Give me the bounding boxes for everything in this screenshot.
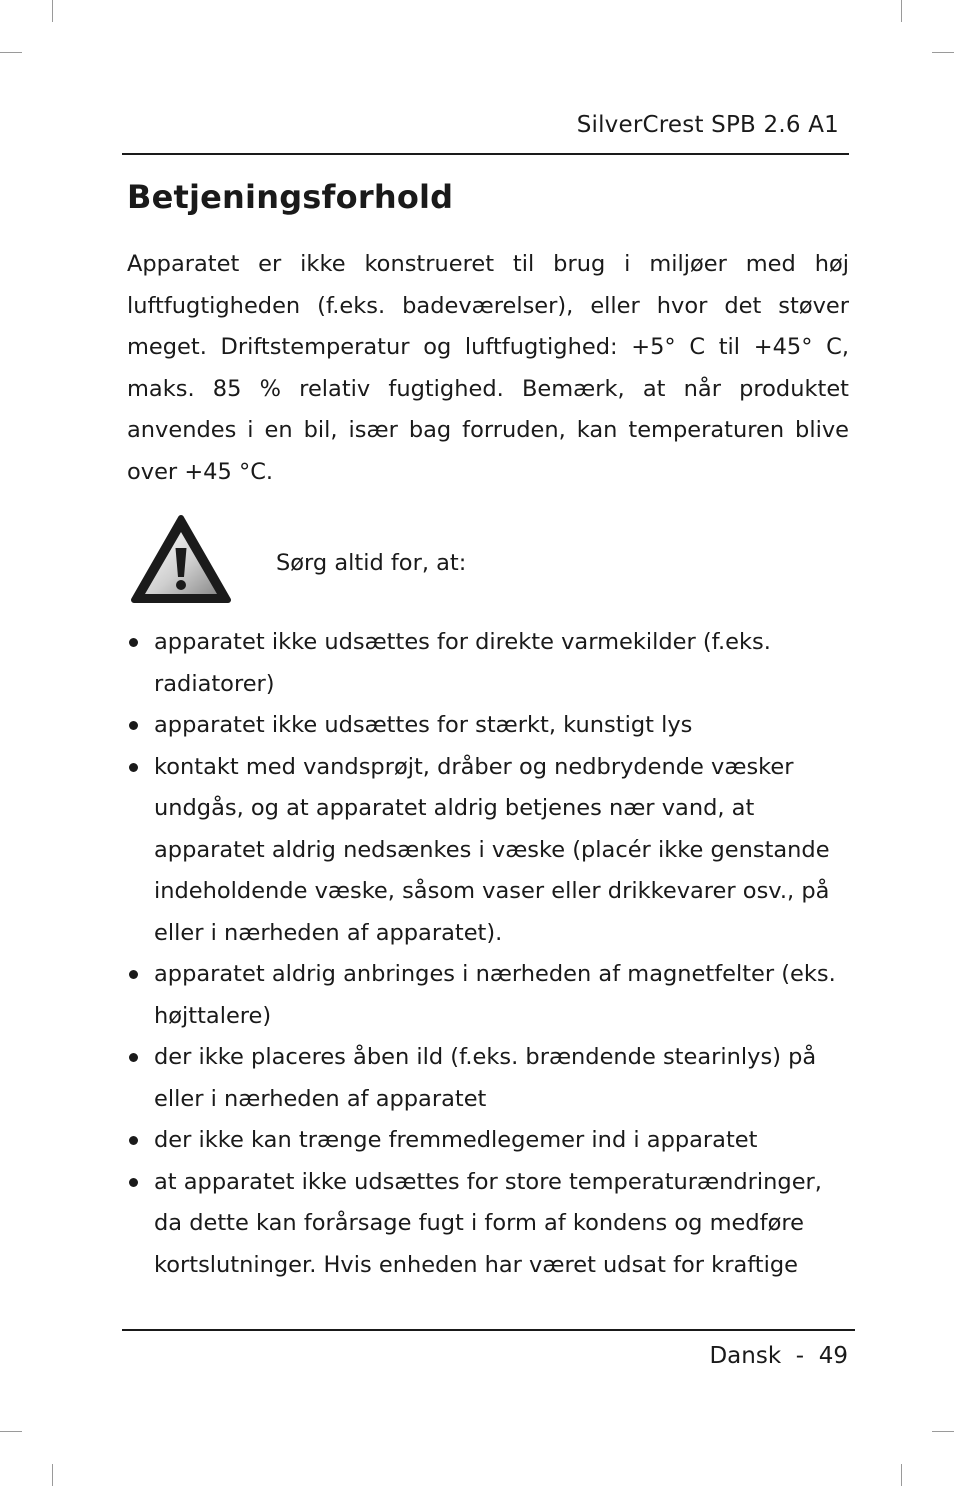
list-item-text: der ikke placeres åben ild (f.eks. brændende stearinlys) på eller i nærheden af apparatet [154,1044,817,1112]
footer-divider [122,1329,855,1331]
bullet-icon [129,763,138,772]
bullet-icon [129,1136,138,1145]
list-item-text: at apparatet ikke udsættes for store temperaturændringer, da dette kan forårsage fugt i form af kondens og medføre kortslutninger. Hvis enheden har været udsat for kraftige [154,1168,822,1278]
header-product-name: SilverCrest SPB 2.6 A1 [576,112,839,138]
bullet-icon [129,721,138,730]
warning-triangle-icon [130,514,232,606]
list-item [127,1162,849,1287]
header-divider [122,153,849,155]
list-item [127,1120,849,1162]
bullet-icon [129,1178,138,1187]
footer-language: Dansk [709,1343,782,1369]
crop-mark [52,0,53,22]
intro-paragraph: Apparatet er ikke konstrueret til brug i miljøer med høj luftfugtigheden (f.eks. badeværelser), eller hvor det støver meget. Driftstemperatur og luftfugtighed: +5° C til +45° C, maks. 85 % relativ fugtighed. Bemærk, at når produktet anvendes i en bil, især bag forruden, kan temperaturen blive over +45 °C. [127,251,849,485]
list-item [127,705,849,747]
list-item-text: der ikke kan trænge fremmedlegemer ind i apparatet [154,1127,758,1153]
bullet-icon [129,970,138,979]
list-item [127,954,849,1037]
list-item [127,622,849,705]
list-item-text: apparatet aldrig anbringes i nærheden af magnetfelter (eks. højttalere) [154,961,836,1029]
footer-separator: - [795,1343,805,1369]
warning-lead-text: Sørg altid for, at: [276,550,467,576]
crop-mark [932,52,954,53]
page-footer [709,1343,848,1369]
list-item-text: apparatet ikke udsættes for direkte varmekilder (f.eks. radiatorer) [154,629,771,697]
list-item-text: apparatet ikke udsættes for stærkt, kunstigt lys [154,712,693,738]
crop-mark [901,1464,902,1486]
crop-mark [0,1431,22,1432]
list-item [127,747,849,955]
bullet-icon [129,638,138,647]
bullet-icon [129,1053,138,1062]
precaution-list [127,622,849,1286]
crop-mark [0,52,22,53]
section-title: Betjeningsforhold [127,178,454,216]
page-number: 49 [818,1343,848,1369]
list-item-text: kontakt med vandsprøjt, dråber og nedbrydende væsker undgås, og at apparatet aldrig betjenes nær vand, at apparatet aldrig nedsænkes i væske (placér ikke genstande indeholdende væske, såsom vaser eller drikkevarer osv., på eller i nærheden af apparatet). [154,753,830,946]
list-item [127,1037,849,1120]
crop-mark [52,1464,53,1486]
crop-mark [901,0,902,22]
crop-mark [932,1431,954,1432]
